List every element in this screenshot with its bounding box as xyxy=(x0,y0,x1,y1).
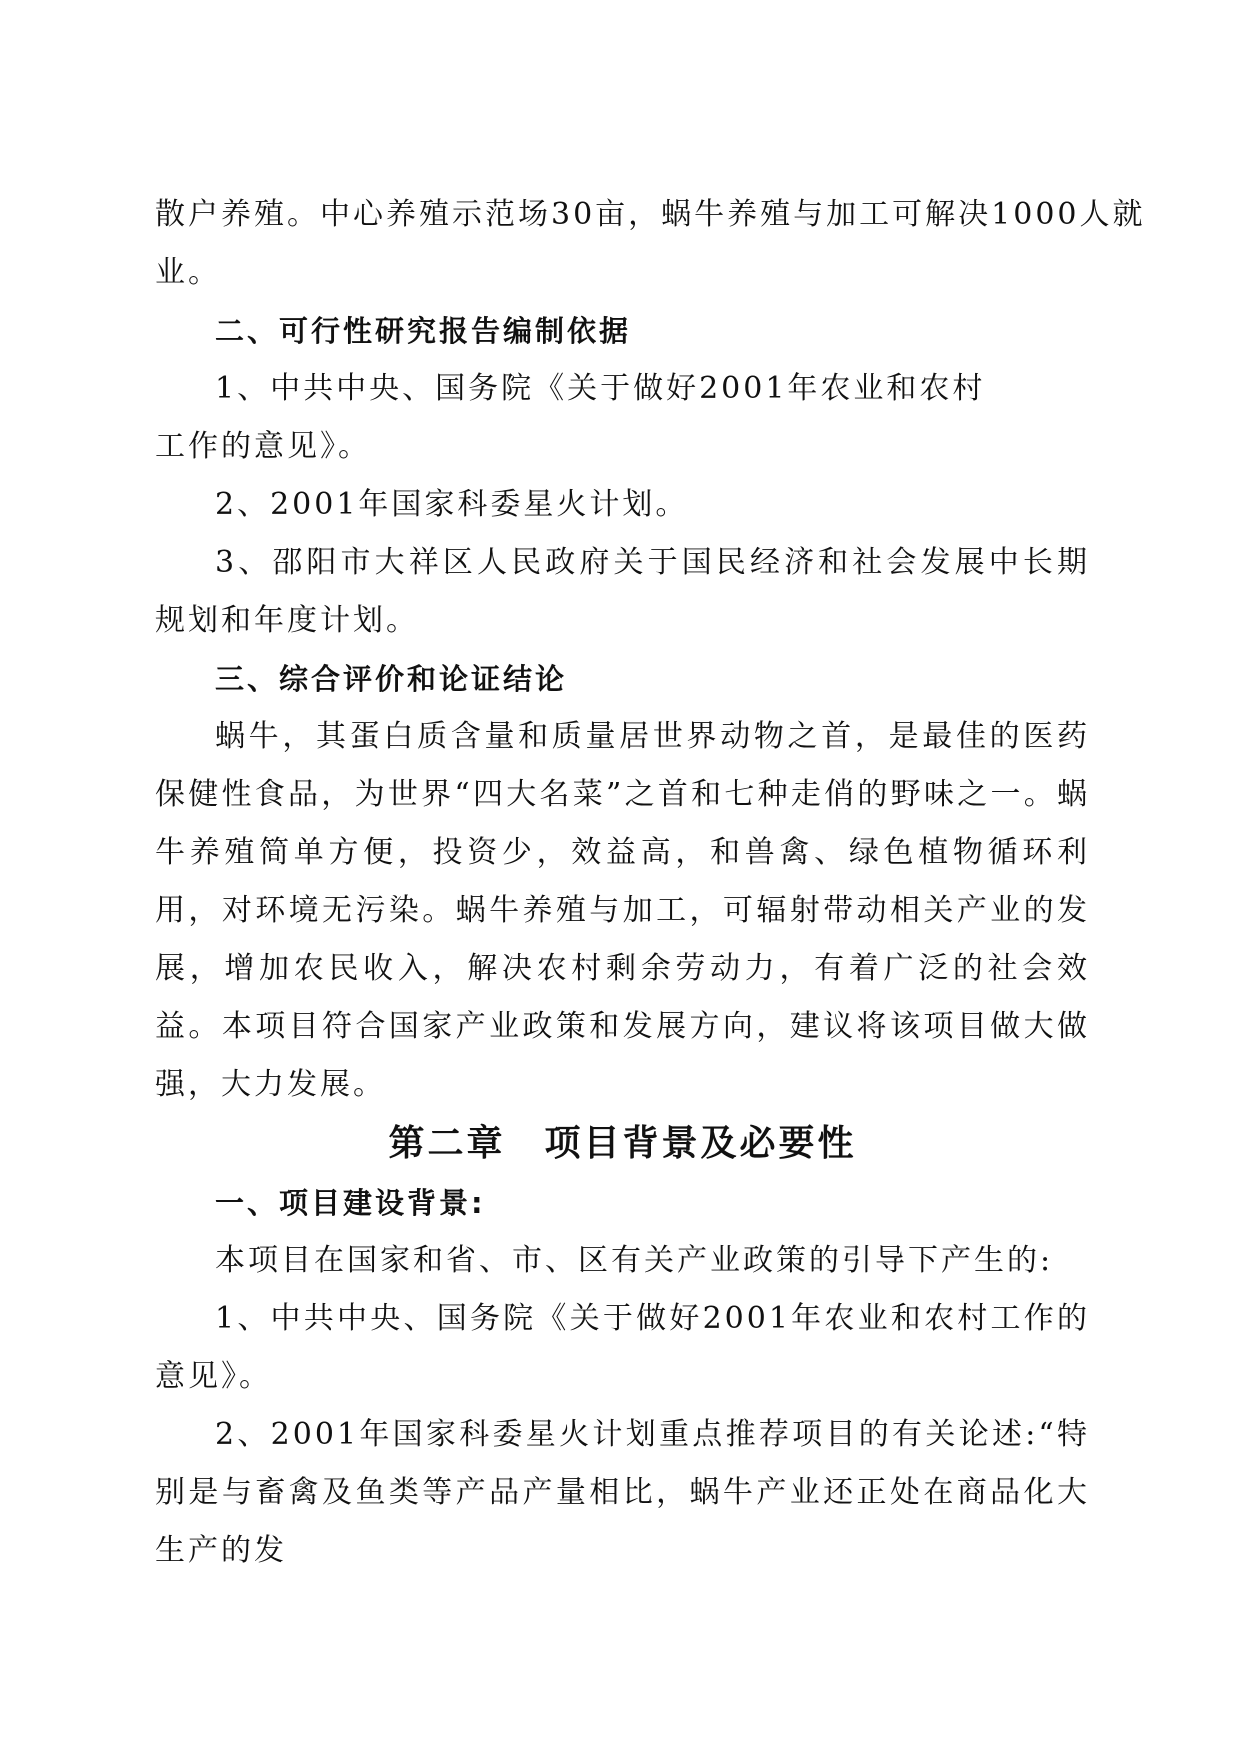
section-heading-basis: 二、可行性研究报告编制依据 xyxy=(215,314,632,348)
section-heading-conclusion: 三、综合评价和论证结论 xyxy=(215,662,568,696)
basis-item-1: 1、中共中央、国务院《关于做好2001年农业和农村 xyxy=(215,371,986,406)
basis-item-1-cont: 工作的意见》。 xyxy=(155,429,371,464)
chapter-title: 第二章 项目背景及必要性 xyxy=(388,1123,857,1164)
background-item-1: 1、中共中央、国务院《关于做好2001年农业和农村工作的意见》。 xyxy=(155,1301,1090,1394)
document-page xyxy=(155,186,1146,1580)
section-heading-background: 一、项目建设背景: xyxy=(215,1186,486,1220)
background-intro: 本项目在国家和省、市、区有关产业政策的引导下产生的: xyxy=(215,1243,1054,1278)
paragraph-line: 散户养殖。中心养殖示范场30亩，蜗牛养殖与加工可解决1000人就 xyxy=(155,197,1146,232)
paragraph-line: 业。 xyxy=(155,255,221,290)
conclusion-paragraph: 蜗牛，其蛋白质含量和质量居世界动物之首，是最佳的医药保健性食品，为世界“四大名菜”之首和七种走俏的野味之一。蜗牛养殖简单方便，投资少，效益高，和兽禽、绿色植物循环利用，对环境无污染。蜗牛养殖与加工，可辐射带动相关产业的发展，增加农民收入，解决农村剩余劳动力，有着广泛的社会效益。本项目符合国家产业政策和发展方向，建议将该项目做大做强，大力发展。 xyxy=(155,719,1090,1102)
basis-item-2: 2、2001年国家科委星火计划。 xyxy=(215,487,689,522)
basis-item-3: 3、邵阳市大祥区人民政府关于国民经济和社会发展中长期规划和年度计划。 xyxy=(155,545,1090,638)
background-item-2: 2、2001年国家科委星火计划重点推荐项目的有关论述:“特别是与畜禽及鱼类等产品产量相比，蜗牛产业还正处在商品化大生产的发 xyxy=(155,1417,1090,1568)
